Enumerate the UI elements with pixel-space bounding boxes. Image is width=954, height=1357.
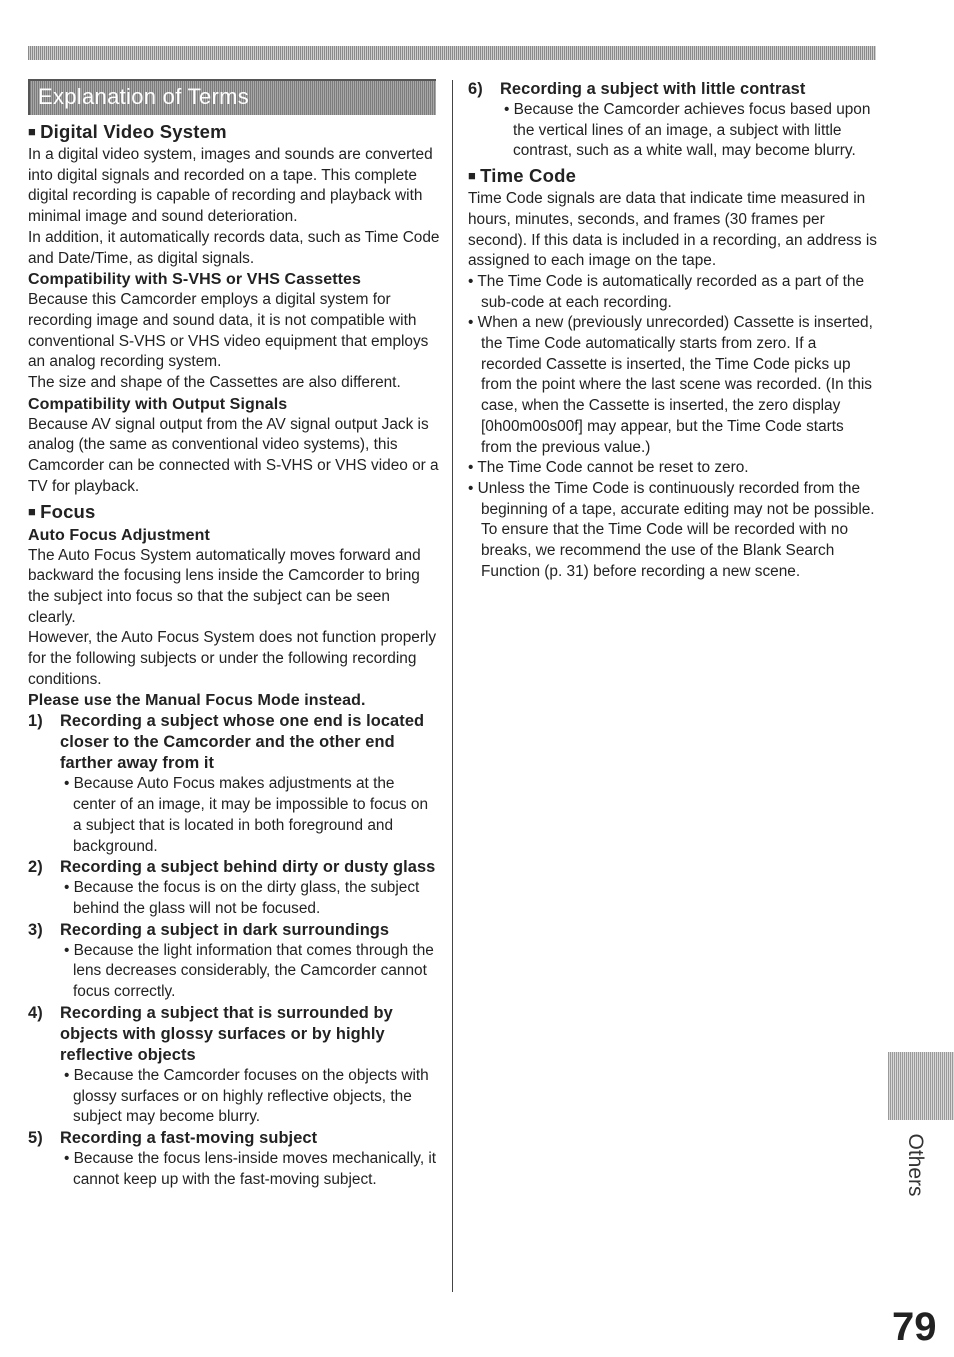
list-item: 1) Recording a subject whose one end is located closer to the Camcorder and the other end farther away from it • Because Auto Focus makes adjustments at the center of an image, it may be impossible to focus on a subject that is located in both foreground and background. (28, 712, 429, 855)
list-item: 4) Recording a subject that is surrounded by objects with glossy surfaces or by highly reflective objects • Because the Camcorder focuses on the objects with glossy surfaces or on highly reflective objects, the subject may become blurry. (28, 1003, 429, 1126)
side-tab-marker (888, 1052, 954, 1120)
bullet-item: • The Time Code cannot be reset to zero. (468, 459, 749, 477)
list-item: 2) Recording a subject behind dirty or dusty glass • Because the focus is on the dirty glass, the subject behind the glass will not be focused. (28, 858, 436, 917)
section-heading-focus: ■ Focus (28, 500, 96, 522)
side-tab-label: Others (904, 1133, 927, 1197)
subheading-compat-output: Compatibility with Output Signals (28, 395, 288, 413)
right-column (468, 79, 878, 582)
left-column (28, 118, 440, 1190)
bullet-item: • When a new (previously unrecorded) Cassette is inserted, the Time Code automatically starts from zero. If a recorded Cassette is inserted, the Time Code picks up from the point where the last scene was recorded. (In this case, when the Cassette is inserted, the zero display [0h00m00s00f] may appear, but the Time Code starts from the previous value.) (468, 314, 873, 456)
section-heading-time-code: ■ Time Code (468, 165, 577, 187)
bullet-item: • The Time Code is automatically recorded as a part of the sub-code at each recording. (468, 272, 865, 311)
paragraph: Because this Camcorder employs a digital system for recording image and sound data, it is not compatible with conventional S-VHS or VHS video equipment that employs an analog recording system. (28, 291, 429, 371)
paragraph: However, the Auto Focus System does not function properly for the following subjects or under the following recording conditions. (28, 629, 437, 688)
bullet-item: • Unless the Time Code is continuously recorded from the beginning of a tape, accurate editing may not be possible. To ensure that the Time Code will be recorded with no breaks, we recommend the use of the Blank Search Function (p. 31) before recording a new scene. (468, 479, 875, 580)
square-bullet-icon: ■ (28, 124, 37, 139)
paragraph: Time Code signals are data that indicate time measured in hours, minutes, seconds, and frames (30 frames per second). If this data is included in a recording, an address is assigned to each image on the tape. (468, 190, 877, 270)
subheading-compat-svhs: Compatibility with S-VHS or VHS Cassettes (28, 271, 362, 289)
paragraph: In addition, it automatically records data, such as Time Code and Date/Time, as digital signals. (28, 228, 440, 267)
paragraph: Because AV signal output from the AV signal output Jack is analog (the same as conventional video systems), this Camcorder can be connected with S-VHS or VHS video or a TV for playback. (28, 415, 439, 495)
list-item: 6) Recording a subject with little contrast • Because the Camcorder achieves focus based upon the vertical lines of an image, a subject with little contrast, such as a white wall, may become blurry. (468, 80, 871, 160)
paragraph: In a digital video system, images and sounds are converted into digital signals and recorded on a tape. This complete digital recording is capable of recording and playback with minimal image and sound deterioration. (28, 146, 433, 226)
column-divider (452, 80, 453, 1292)
banner-title: Explanation of Terms (38, 84, 250, 109)
section-banner (28, 79, 436, 115)
square-bullet-icon: ■ (28, 503, 37, 519)
page-number: 79 (892, 1305, 937, 1349)
paragraph: The size and shape of the Cassettes are also different. (28, 374, 401, 392)
list-item: 5) Recording a fast-moving subject • Because the focus lens-inside moves mechanically, it cannot keep up with the fast-moving subject. (28, 1128, 437, 1188)
manual-focus-note: Please use the Manual Focus Mode instead. (28, 692, 366, 710)
paragraph: The Auto Focus System automatically moves forward and backward the focusing lens inside the Camcorder to bring the subject into focus so that the subject can be seen clearly. (28, 546, 421, 626)
square-bullet-icon: ■ (468, 168, 477, 184)
section-heading-digital-video: ■ Digital Video System (28, 121, 227, 142)
header-band (28, 46, 876, 60)
subheading-auto-focus: Auto Focus Adjustment (28, 526, 210, 544)
list-item: 3) Recording a subject in dark surroundings • Because the light information that comes through the lens decreases considerably, the Camcorder cannot focus correctly. (28, 920, 434, 1001)
